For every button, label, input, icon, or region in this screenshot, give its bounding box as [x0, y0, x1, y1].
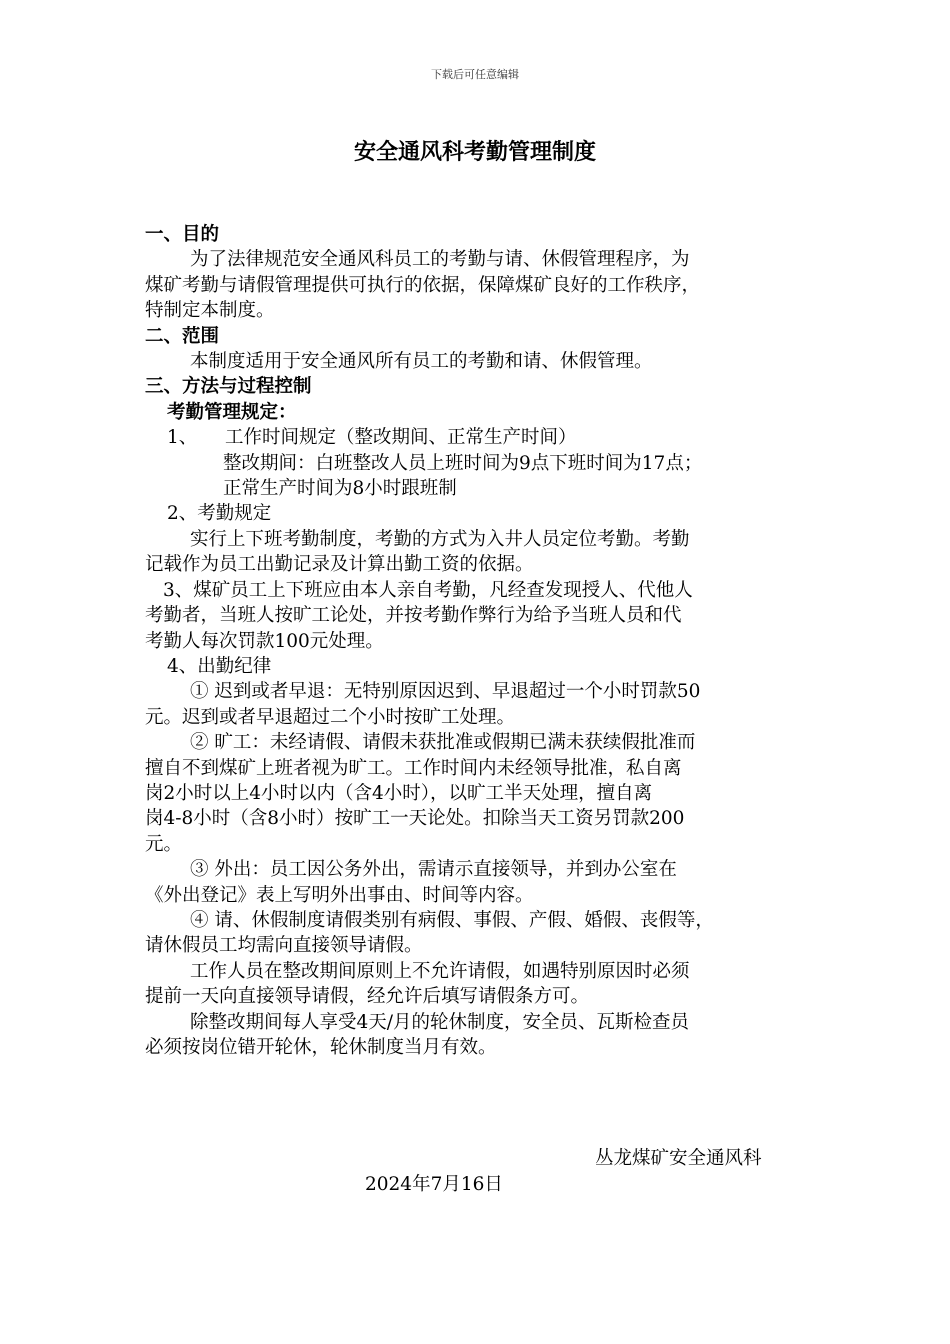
subheading-attendance-rules: 考勤管理规定：: [167, 401, 297, 423]
paragraph-line: 岗2小时以上4小时以内（含4小时），以旷工半天处理，擅自离: [145, 782, 653, 804]
section-heading-method: 三、方法与过程控制: [145, 376, 312, 398]
signature: 丛龙煤矿安全通风科: [595, 1148, 762, 1169]
paragraph-line: 记载作为员工出勤记录及计算出勤工资的依据。: [145, 554, 534, 576]
paragraph-line: 3、煤矿员工上下班应由本人亲自考勤，凡经查发现授人、代他人: [163, 579, 693, 601]
paragraph-line: 请休假员工均需向直接领导请假。: [145, 935, 423, 957]
list-item-4-title: 4、出勤纪律: [167, 655, 272, 677]
header-note: 下载后可任意编辑: [431, 68, 519, 81]
section-heading-scope: 二、范围: [145, 325, 220, 347]
paragraph-line: 实行上下班考勤制度，考勤的方式为入井人员定位考勤。考勤: [190, 528, 690, 550]
paragraph-line: 必须按岗位错开轮休，轮休制度当月有效。: [145, 1037, 497, 1058]
paragraph-line: ② 旷工：未经请假、请假未获批准或假期已满未获续假批准而: [190, 732, 696, 754]
paragraph-line: ③ 外出：员工因公务外出，需请示直接领导，并到办公室在: [190, 859, 677, 881]
paragraph-line: 特制定本制度。: [145, 300, 275, 322]
paragraph-line: ① 迟到或者早退：无特别原因迟到、早退超过一个小时罚款50: [190, 681, 701, 703]
document-title: 安全通风科考勤管理制度: [353, 140, 596, 165]
paragraph-line: 元。迟到或者早退超过二个小时按旷工处理。: [145, 706, 516, 728]
paragraph-line: 为了法律规范安全通风科员工的考勤与请、休假管理程序，为: [190, 249, 690, 271]
paragraph-line: 提前一天向直接领导请假，经允许后填写请假条方可。: [145, 986, 590, 1008]
document-date: 2024年7月16日: [365, 1174, 503, 1195]
paragraph-line: 《外出登记》表上写明外出事由、时间等内容。: [145, 884, 534, 906]
paragraph-line: 整改期间：白班整改人员上班时间为9点下班时间为17点；: [223, 452, 703, 474]
paragraph-line: 正常生产时间为8小时跟班制: [223, 478, 457, 500]
paragraph-line: 除整改期间每人享受4天/月的轮休制度，安全员、瓦斯检查员: [190, 1011, 690, 1033]
paragraph-line: 考勤者，当班人按旷工论处，并按考勤作弊行为给予当班人员和代: [145, 605, 682, 627]
list-item-text: 工作时间规定（整改期间、正常生产时间）: [225, 427, 577, 449]
paragraph-line: 擅自不到煤矿上班者视为旷工。工作时间内未经领导批准，私自离: [145, 757, 682, 779]
list-item-2-title: 2、考勤规定: [167, 503, 272, 525]
section-heading-purpose: 一、目的: [145, 224, 220, 245]
paragraph-line: 煤矿考勤与请假管理提供可执行的依据，保障煤矿良好的工作秩序，: [145, 274, 701, 296]
list-item-number: 1、: [167, 427, 198, 449]
document-body: [145, 222, 825, 1060]
list-item-1: [145, 425, 825, 450]
paragraph-line: 工作人员在整改期间原则上不允许请假，如遇特别原因时必须: [190, 960, 690, 982]
paragraph-line: 元。: [145, 833, 183, 855]
paragraph-line: 岗4-8小时（含8小时）按旷工一天论处。扣除当天工资另罚款200: [145, 808, 685, 830]
paragraph-line: 本制度适用于安全通风所有员工的考勤和请、休假管理。: [190, 351, 653, 373]
paragraph-line: ④ 请、休假制度请假类别有病假、事假、产假、婚假、丧假等，: [190, 909, 714, 931]
paragraph-line: 考勤人每次罚款100元处理。: [145, 630, 384, 652]
